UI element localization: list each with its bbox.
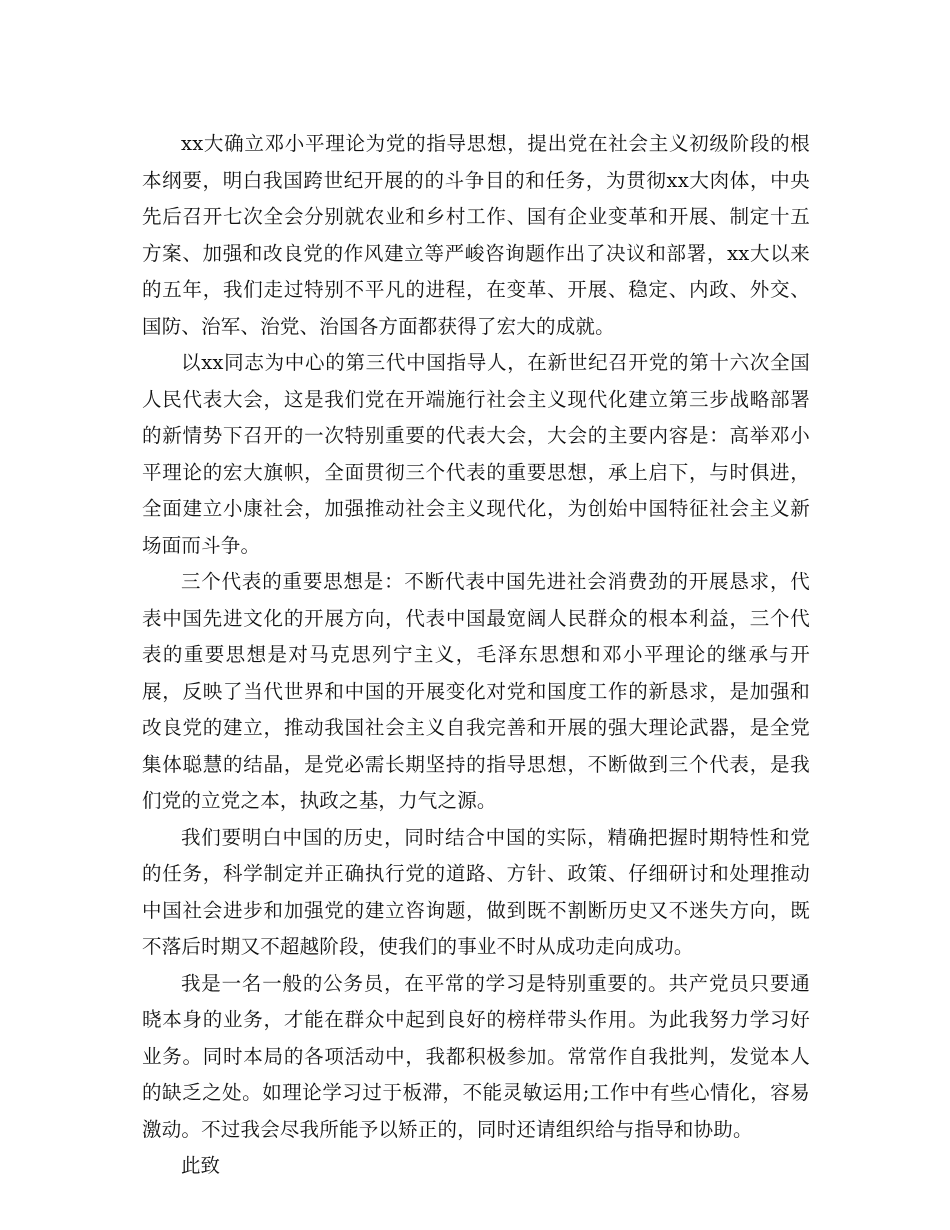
document-body bbox=[142, 126, 810, 1185]
paragraph-3: 三个代表的重要思想是：不断代表中国先进社会消费劲的开展恳求，代表中国先进文化的开展方向，代表中国最宽阔人民群众的根本利益，三个代表的重要思想是对马克思列宁主义，毛泽东思想和邓小平理论的继承与开展，反映了当代世界和中国的开展变化对党和国度工作的新恳求，是加强和改良党的建立，推动我国社会主义自我完善和开展的强大理论武器，是全党集体聪慧的结晶，是党必需长期坚持的指导思想，不断做到三个代表，是我们党的立党之本，执政之基，力气之源。 bbox=[142, 570, 810, 812]
paragraph-5: 我是一名一般的公务员，在平常的学习是特别重要的。共产党员只要通晓本身的业务，才能在群众中起到良好的榜样带头作用。为此我努力学习好业务。同时本局的各项活动中，我都积极参加。常常作自我批判，发觉本人的缺乏之处。如理论学习过于板滞，不能灵敏运用;工作中有些心情化，容易激动。不过我会尽我所能予以矫正的，同时还请组织给与指导和协助。 bbox=[142, 971, 810, 1141]
paragraph-4: 我们要明白中国的历史，同时结合中国的实际，精确把握时期特性和党的任务，科学制定并正确执行党的道路、方针、政策、仔细研讨和处理推动中国社会进步和加强党的建立咨询题，做到既不割断历史又不迷失方向，既不落后时期又不超越阶段，使我们的事业不时从成功走向成功。 bbox=[142, 825, 810, 958]
paragraph-1: xx大确立邓小平理论为党的指导思想，提出党在社会主义初级阶段的根本纲要，明白我国跨世纪开展的的斗争目的和任务，为贯彻xx大肉体，中央先后召开七次全会分别就农业和乡村工作、国有企业变革和开展、制定十五方案、加强和改良党的作风建立等严峻咨询题作出了决议和部署，xx大以来的五年，我们走过特别不平凡的进程，在变革、开展、稳定、内政、外交、国防、治军、治党、治国各方面都获得了宏大的成就。 bbox=[142, 132, 810, 338]
closing-salutation: 此致 bbox=[181, 1154, 221, 1177]
paragraph-2: 以xx同志为中心的第三代中国指导人，在新世纪召开党的第十六次全国人民代表大会，这是我们党在开端施行社会主义现代化建立第三步战略部署的新情势下召开的一次特别重要的代表大会，大会的主要内容是：高举邓小平理论的宏大旗帜，全面贯彻三个代表的重要思想，承上启下，与时俱进，全面建立小康社会，加强推动社会主义现代化，为创始中国特征社会主义新场面而斗争。 bbox=[142, 351, 810, 557]
